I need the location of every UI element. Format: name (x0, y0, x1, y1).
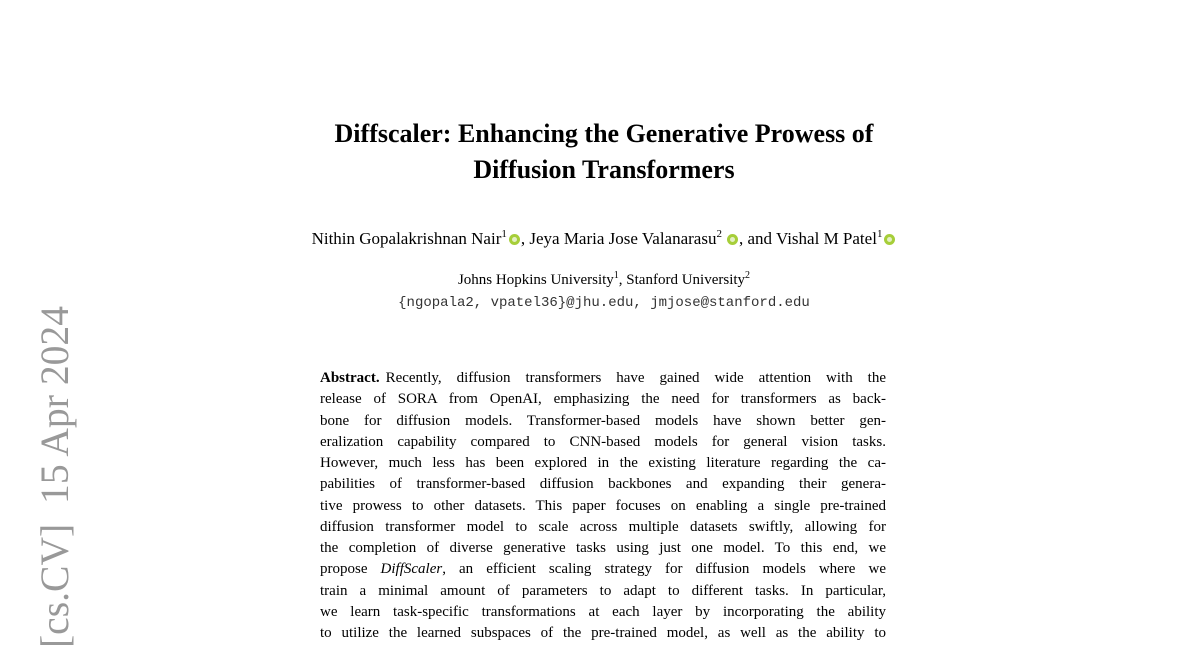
arxiv-stamp-svg (0, 0, 100, 648)
author-affil-mark: 1 (876, 228, 883, 240)
author-affil-mark: 2 (716, 228, 722, 240)
abstract-line: bone for diffusion models. Transformer-based models have shown better gen- (320, 412, 886, 429)
affiliations (200, 270, 1008, 290)
method-name: DiffScaler (380, 561, 443, 578)
affiliation-name: Stanford University (626, 272, 746, 288)
orcid-icon[interactable] (884, 234, 895, 245)
abstract (320, 368, 886, 644)
abstract-line: However, much less has been explored in the existing literature regarding the ca- (320, 455, 886, 471)
title-line-2: Diffusion Transformers (473, 155, 735, 184)
author-separator: , and (738, 229, 776, 248)
author-name: Vishal M Patel (775, 229, 877, 248)
abstract-line: we learn task-specific transformations at each layer by incorporating the ability (320, 603, 886, 620)
author-name: Jeya Maria Jose Valanarasu (529, 229, 717, 248)
abstract-text: , an efficient scaling strategy for diffusion models where we (442, 561, 887, 578)
abstract-line (320, 559, 886, 580)
orcid-icon[interactable] (509, 234, 520, 245)
abstract-label: Abstract. (320, 370, 380, 386)
arxiv-side-stamp (0, 0, 100, 648)
abstract-line: diffusion transformer model to scale across multiple datasets swiftly, allowing for (320, 518, 886, 535)
abstract-line: pabilities of transformer-based diffusion backbones and expanding their genera- (320, 476, 886, 493)
affiliation-mark: 1 (613, 270, 619, 281)
abstract-line: to utilize the learned subspaces of the pre-trained model, as well as the ability to (320, 625, 886, 641)
abstract-line (320, 368, 886, 389)
abstract-line: the completion of diverse generative tasks using just one model. To this end, we (320, 540, 886, 556)
arxiv-stamp-text: [cs.CV] 15 Apr 2024 (32, 302, 77, 648)
abstract-line: eralization capability compared to CNN-based models for general vision tasks. (320, 433, 886, 450)
paper-title (200, 116, 1008, 188)
affiliation-separator: , (618, 272, 627, 288)
orcid-icon[interactable] (727, 234, 738, 245)
author-affil-mark: 1 (501, 228, 507, 240)
affiliation-name: Johns Hopkins University (457, 272, 614, 288)
abstract-line: release of SORA from OpenAI, emphasizing the need for transformers as back- (320, 391, 886, 408)
author-separator: , (520, 229, 530, 248)
author-emails: {ngopala2, vpatel36}@jhu.edu, jmjose@stanford.edu (398, 295, 810, 311)
author-name: Nithin Gopalakrishnan Nair (311, 229, 502, 248)
abstract-text: Recently, diffusion transformers have gained wide attention with the (385, 370, 886, 386)
affiliation-mark: 2 (745, 270, 751, 281)
abstract-text: propose (320, 561, 381, 578)
author-list (150, 228, 1058, 250)
abstract-line: tive prowess to other datasets. This paper focuses on enabling a single pre-trained (320, 497, 886, 514)
title-line-1: Diffscaler: Enhancing the Generative Prowess of (334, 119, 874, 148)
abstract-line: train a minimal amount of parameters to adapt to different tasks. In particular, (320, 582, 886, 599)
